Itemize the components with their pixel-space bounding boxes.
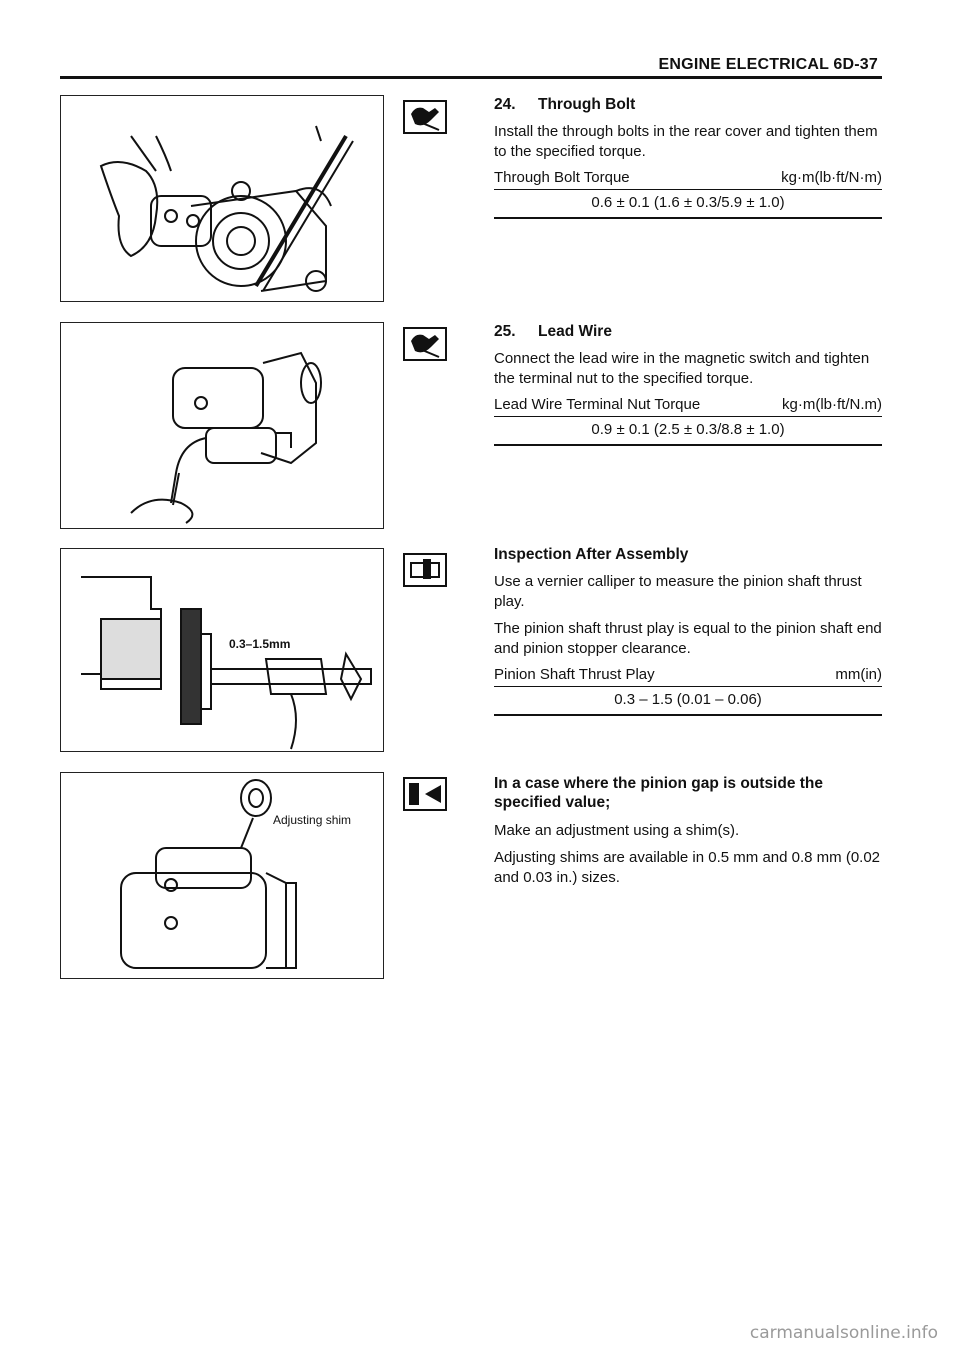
spec-header (494, 666, 882, 687)
tighten-procedure-icon (403, 100, 447, 134)
section-paragraph: The pinion shaft thrust play is equal to the pinion shaft end and pinion stopper clearance. (494, 620, 882, 657)
tighten-procedure-icon-2 (403, 327, 447, 361)
spec-unit: kg·m(lb·ft/N.m) (782, 396, 882, 414)
section-lead-wire (494, 322, 882, 446)
measure-procedure-icon (403, 553, 447, 587)
section-pinion-gap (494, 774, 882, 895)
section-inspection (494, 545, 882, 716)
section-title-text: Lead Wire (538, 323, 612, 340)
figure-adjusting-shim (60, 772, 384, 979)
section-title: Inspection After Assembly (494, 546, 689, 563)
section-paragraph: Install the through bolts in the rear cover and tighten them to the specified torque. (494, 123, 878, 160)
spec-value: 0.6 ± 0.1 (1.6 ± 0.3/5.9 ± 1.0) (494, 190, 882, 219)
spec-header (494, 396, 882, 417)
section-title-text: Through Bolt (538, 96, 636, 113)
spec-name: Pinion Shaft Thrust Play (494, 666, 655, 684)
section-title (494, 95, 882, 114)
section-paragraph: Make an adjustment using a shim(s). (494, 821, 740, 839)
spec-value: 0.9 ± 0.1 (2.5 ± 0.3/8.8 ± 1.0) (494, 417, 882, 446)
thrust-play-label: 0.3–1.5mm (229, 637, 291, 651)
figure-through-bolt (60, 95, 384, 302)
section-paragraph: Adjusting shims are available in 0.5 mm and 0.8 mm (0.02 and 0.03 in.) sizes. (494, 849, 881, 886)
adjusting-shim-label: Adjusting shim (273, 813, 352, 827)
lead-wire-illustration (61, 323, 383, 528)
section-number: 24. (494, 96, 516, 113)
figure-pinion-thrust-play (60, 548, 384, 752)
through-bolt-illustration (61, 96, 383, 301)
page-header-title: ENGINE ELECTRICAL 6D-37 (658, 56, 878, 73)
adjust-procedure-icon (403, 777, 447, 811)
section-title: In a case where the pinion gap is outside the specified value; (494, 775, 824, 812)
section-paragraph: Connect the lead wire in the magnetic switch and tighten the terminal nut to the specified torque. (494, 350, 870, 387)
section-title (494, 322, 882, 341)
watermark: carmanualsonline.info (749, 1323, 938, 1343)
section-through-bolt (494, 95, 882, 219)
spec-unit: mm(in) (835, 666, 882, 684)
section-number: 25. (494, 323, 516, 340)
spec-value: 0.3 – 1.5 (0.01 – 0.06) (494, 687, 882, 716)
spec-unit: kg·m(lb·ft/N·m) (781, 169, 882, 187)
spec-name: Lead Wire Terminal Nut Torque (494, 396, 701, 414)
spec-name: Through Bolt Torque (494, 169, 630, 187)
spec-header (494, 169, 882, 190)
pinion-thrust-play-illustration (61, 549, 383, 751)
adjusting-shim-illustration (61, 773, 383, 978)
figure-lead-wire (60, 322, 384, 529)
header-rule (60, 76, 882, 79)
section-paragraph: Use a vernier calliper to measure the pinion shaft thrust play. (494, 573, 862, 610)
